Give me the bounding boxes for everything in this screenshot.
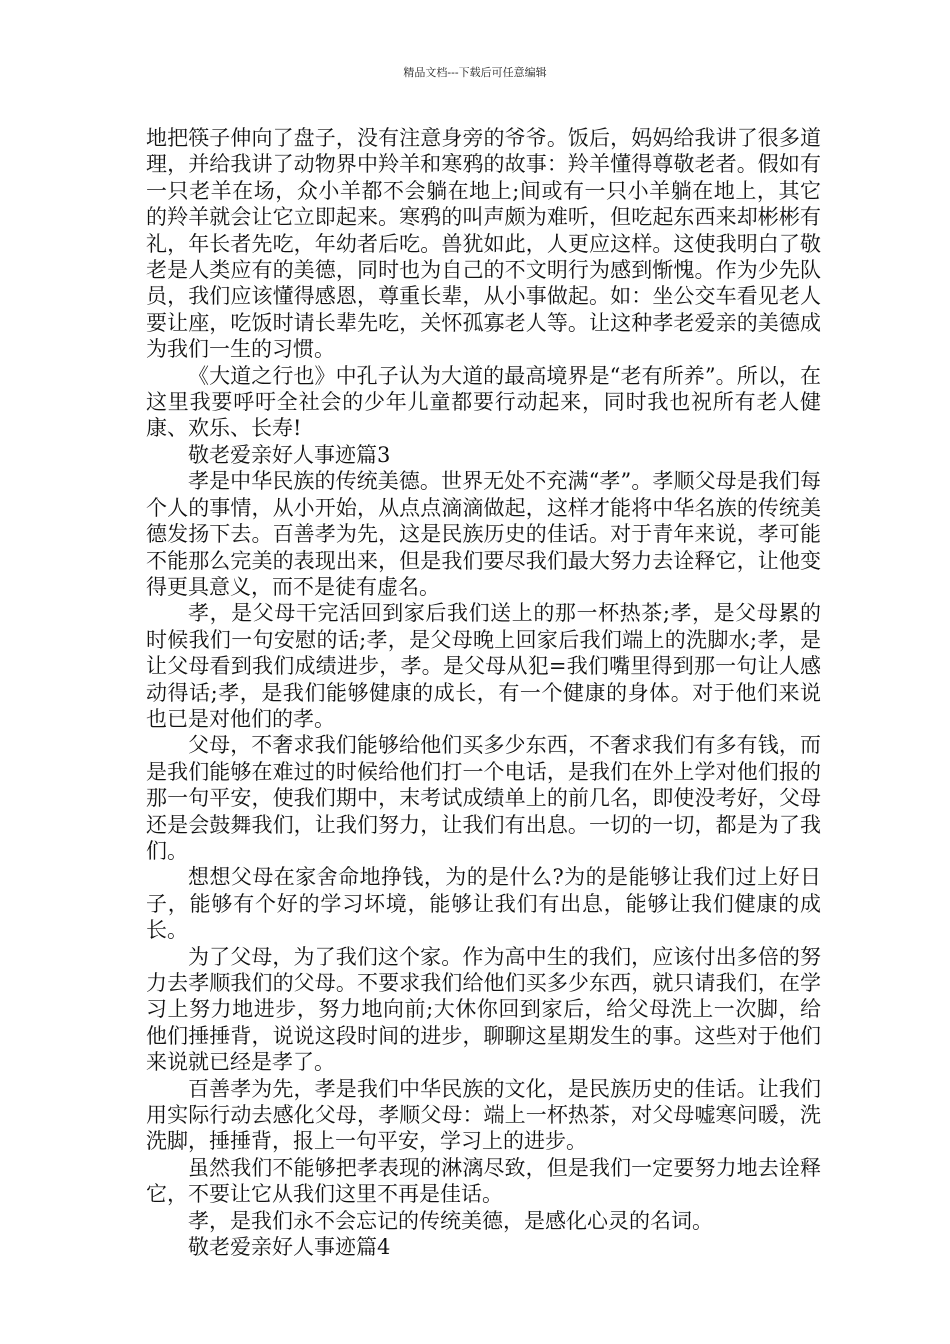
paragraph-conclusion: 《大道之行也》中孔子认为大道的最高境界是“老有所养”。所以，在这里我要呼吁全社会的少年儿童都要行动起来，同时我也祝所有老人健康、欢乐、长寿! xyxy=(146,363,821,441)
document-body xyxy=(146,125,821,1260)
paragraph: 百善孝为先，孝是我们中华民族的文化，是民族历史的佳话。让我们用实际行动去感化父母，孝顺父母：端上一杯热茶，对父母嘘寒问暖，洗洗脚，捶捶背，报上一句平安，学习上的进步。 xyxy=(146,1076,821,1154)
paragraph: 父母，不奢求我们能够给他们买多少东西，不奢求我们有多有钱，而是我们能够在难过的时候给他们打一个电话，是我们在外上学对他们报的那一句平安，使我们期中，末考试成绩单上的前几名，即使没考好，父母还是会鼓舞我们，让我们努力，让我们有出息。一切的一切，都是为了我们。 xyxy=(146,733,821,863)
paragraph: 为了父母，为了我们这个家。作为高中生的我们，应该付出多倍的努力去孝顺我们的父母。不要求我们给他们买多少东西，就只请我们，在学习上努力地进步，努力地向前;大休你回到家后，给父母洗上一次脚，给他们捶捶背，说说这段时间的进步，聊聊这星期发生的事。这些对于他们来说就已经是孝了。 xyxy=(146,944,821,1075)
paragraph: 孝，是我们永不会忘记的传统美德，是感化心灵的名词。 xyxy=(188,1208,713,1233)
paragraph: 孝是中华民族的传统美德。世界无处不充满“孝”。孝顺父母是我们每个人的事情，从小开始，从点点滴滴做起，这样才能将中华名族的传统美德发扬下去。百善孝为先，这是民族历史的佳话。对于青年来说，孝可能不能那么完美的表现出来，但是我们要尽我们最大努力去诠释它，让他变得更具意义，而不是徒有虚名。 xyxy=(146,469,821,599)
page-header: 精品文档---下载后可任意编辑 xyxy=(403,66,547,79)
section-heading-4: 敬老爱亲好人事迹篇4 xyxy=(188,1235,391,1260)
paragraph: 孝，是父母干完活回到家后我们送上的那一杯热茶;孝，是父母累的时候我们一句安慰的话;孝，是父母晚上回家后我们端上的洗脚水;孝，是让父母看到我们成绩进步，孝。是父母从犯=我们嘴里得到那一句让人感动得话;孝，是我们能够健康的成长，有一个健康的身体。对于他们来说也已是对他们的孝。 xyxy=(146,601,821,731)
paragraph-continuation: 地把筷子伸向了盘子，没有注意身旁的爷爷。饭后，妈妈给我讲了很多道理，并给我讲了动物界中羚羊和寒鸦的故事：羚羊懂得尊敬老者。假如有一只老羊在场，众小羊都不会躺在地上;间或有一只小羊躺在地上，其它的羚羊就会让它立即起来。寒鸦的叫声颇为难听，但吃起东西来却彬彬有礼，年长者先吃，年幼者后吃。兽犹如此，人更应这样。这使我明白了敬老是人类应有的美德，同时也为自己的不文明行为感到惭愧。作为少先队员，我们应该懂得感恩，尊重长辈，从小事做起。如：坐公交车看见老人要让座，吃饭时请长辈先吃，关怀孤寡老人等。让这种孝老爱亲的美德成为我们一生的习惯。 xyxy=(146,126,821,362)
paragraph: 虽然我们不能够把孝表现的淋漓尽致，但是我们一定要努力地去诠释它，不要让它从我们这里不再是佳话。 xyxy=(146,1155,821,1207)
paragraph: 想想父母在家舍命地挣钱，为的是什么?为的是能够让我们过上好日子，能够有个好的学习坏境，能够让我们有出息，能够让我们健康的成长。 xyxy=(146,865,821,943)
section-heading-3: 敬老爱亲好人事迹篇3 xyxy=(188,442,391,467)
